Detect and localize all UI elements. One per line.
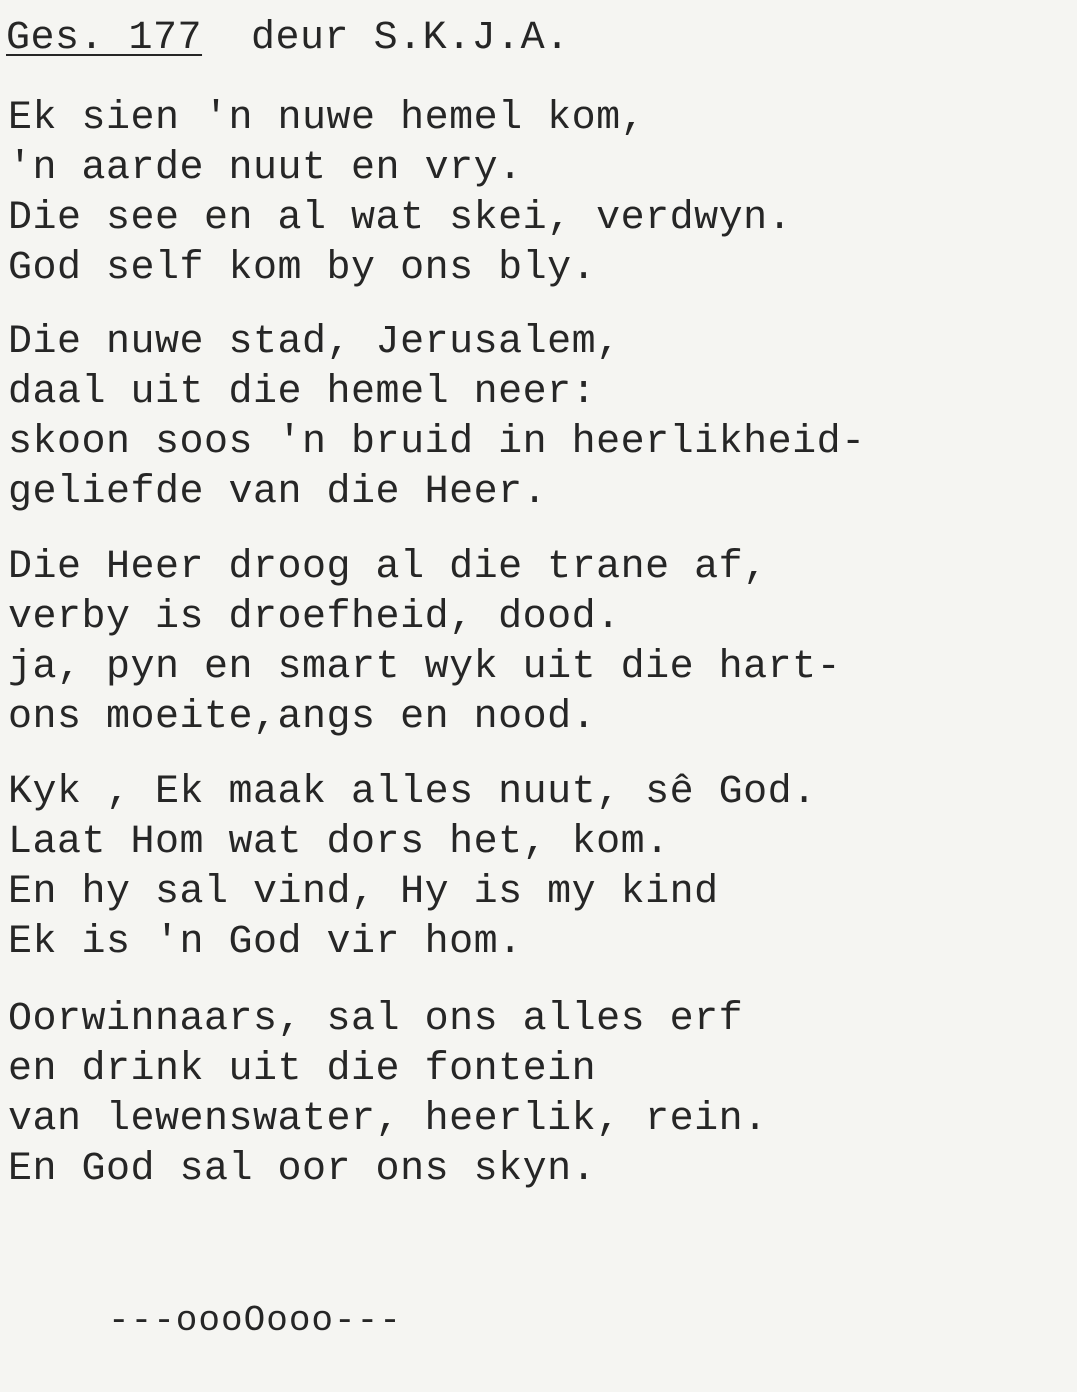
stanza-line: Ek sien 'n nuwe hemel kom, [8,96,646,141]
stanza-line: geliefde van die Heer. [8,470,548,515]
stanza-3 [8,543,1068,743]
hymn-heading [6,14,570,64]
hymn-author: deur S.K.J.A. [251,16,570,61]
stanza-line: Ek is 'n God vir hom. [8,920,523,965]
stanza-line: Kyk , Ek maak alles nuut, sê God. [8,770,817,815]
stanza-1 [8,94,1068,294]
hymn-reference: Ges. 177 [6,16,203,61]
stanza-line: ons moeite,angs en nood. [8,695,597,740]
stanza-line: God self kom by ons bly. [8,246,597,291]
stanza-line: En God sal oor ons skyn. [8,1147,597,1192]
stanza-4 [8,768,1068,968]
stanza-line: verby is droefheid, dood. [8,595,621,640]
closing-ornament: ---oooOooo--- [108,1300,402,1341]
stanza-line: Die see en al wat skei, verdwyn. [8,196,793,241]
stanza-line: Oorwinnaars, sal ons alles erf [8,997,744,1042]
stanza-line: Laat Hom wat dors het, kom. [8,820,670,865]
stanza-line: 'n aarde nuut en vry. [8,146,523,191]
stanza-line: Die nuwe stad, Jerusalem, [8,320,621,365]
stanza-line: daal uit die hemel neer: [8,370,597,415]
stanza-5 [8,995,1068,1195]
stanza-2 [8,318,1068,518]
stanza-line: skoon soos 'n bruid in heerlikheid- [8,420,866,465]
stanza-line: En hy sal vind, Hy is my kind [8,870,719,915]
stanza-line: ja, pyn en smart wyk uit die hart- [8,645,842,690]
stanza-line: Die Heer droog al die trane af, [8,545,768,590]
stanza-line: van lewenswater, heerlik, rein. [8,1097,768,1142]
stanza-line: en drink uit die fontein [8,1047,597,1092]
